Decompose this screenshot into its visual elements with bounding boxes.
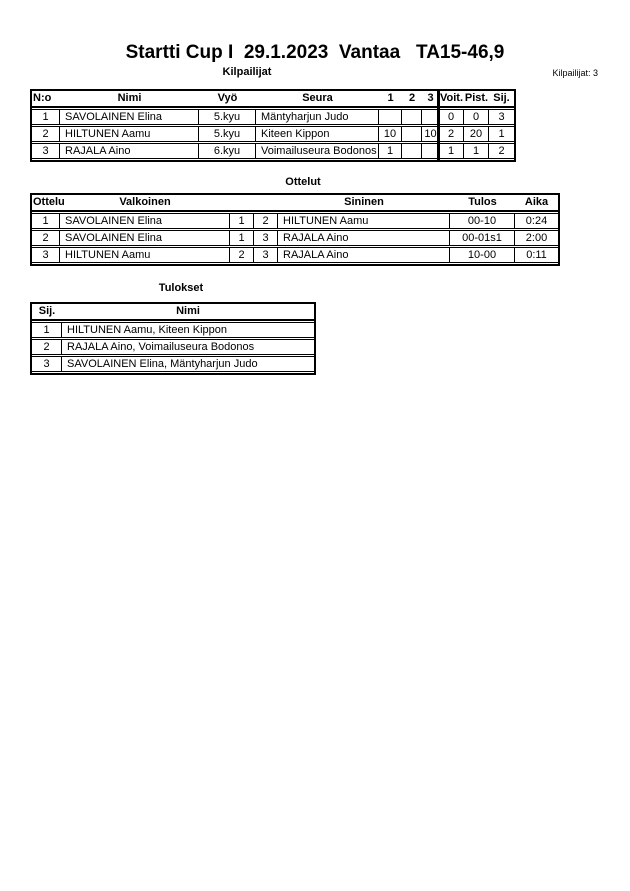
table-cell: RAJALA Aino	[60, 144, 199, 158]
column-header: Ottelu	[33, 196, 65, 208]
column-header: Aika	[524, 196, 549, 208]
table-cell: RAJALA Aino	[278, 248, 450, 262]
column-header	[230, 195, 254, 210]
column-header: Nimi	[117, 92, 142, 104]
table-cell: 2	[32, 231, 60, 245]
table-cell: SAVOLAINEN Elina	[60, 110, 199, 124]
column-header: Seura	[302, 92, 333, 104]
column-header: 3	[427, 92, 434, 104]
table-cell: 2	[32, 340, 62, 354]
table-cell: 2	[254, 214, 278, 228]
column-header: 2	[408, 92, 416, 104]
page-title: Startti Cup I 29.1.2023 Vantaa TA15-46,9	[125, 42, 505, 63]
column-header	[254, 195, 278, 210]
ottelut-table	[30, 193, 560, 266]
table-header-row	[32, 91, 514, 108]
table-cell	[402, 144, 422, 158]
table-cell: HILTUNEN Aamu	[60, 127, 199, 141]
table-cell: 2	[230, 248, 254, 262]
column-header: 1	[387, 92, 394, 104]
table-cell: HILTUNEN Aamu	[60, 248, 230, 262]
kilpailijat-table	[30, 89, 516, 162]
table-cell: SAVOLAINEN Elina	[60, 214, 230, 228]
table-cell: 2	[32, 127, 60, 141]
table-cell: 10	[424, 128, 437, 140]
table-cell: 10	[379, 127, 402, 141]
table-cell: 1	[230, 231, 254, 245]
table-cell: 6.kyu	[199, 144, 256, 158]
column-header: Sij.	[493, 92, 510, 104]
table-cell: 1	[379, 144, 402, 158]
table-cell	[402, 127, 422, 141]
section-title-ottelut: Ottelut	[285, 176, 321, 188]
column-header: Voit.	[439, 92, 463, 104]
table-cell: Voimailuseura Bodonos	[256, 144, 379, 158]
table-cell: 1	[32, 323, 62, 337]
table-cell: 0:11	[526, 249, 547, 261]
column-header: Pist.	[464, 92, 489, 104]
table-cell	[422, 144, 439, 158]
table-header-row	[32, 304, 314, 321]
column-header: Valkoinen	[119, 196, 171, 208]
table-cell	[379, 110, 402, 124]
table-row	[32, 247, 558, 263]
table-cell: 2	[498, 145, 505, 157]
column-header: Tulos	[468, 196, 497, 208]
tulokset-table	[30, 302, 316, 375]
table-cell: 3	[254, 248, 278, 262]
table-header-row	[32, 195, 558, 212]
table-cell: 5.kyu	[199, 110, 256, 124]
table-cell: 10-00	[450, 248, 515, 262]
table-body	[32, 212, 558, 264]
table-cell: 1	[32, 110, 60, 124]
table-row	[32, 126, 514, 142]
table-body	[32, 108, 514, 160]
table-row	[32, 213, 558, 229]
table-cell: 3	[32, 357, 62, 371]
table-cell: 00-01s1	[450, 231, 515, 245]
table-row	[32, 339, 314, 355]
table-row	[32, 143, 514, 159]
table-cell: RAJALA Aino	[278, 231, 450, 245]
table-cell: RAJALA Aino, Voimailuseura Bodonos	[67, 341, 255, 353]
table-cell: 0	[439, 110, 464, 124]
table-cell: 1	[230, 214, 254, 228]
table-cell: 0:24	[525, 215, 548, 227]
column-header: Vyö	[217, 92, 238, 104]
section-title-tulokset: Tulokset	[158, 282, 204, 294]
table-cell: 1	[464, 144, 489, 158]
table-cell: 00-10	[450, 214, 515, 228]
table-cell: SAVOLAINEN Elina, Mäntyharjun Judo	[67, 358, 258, 370]
table-cell: Kiteen Kippon	[256, 127, 379, 141]
table-row	[32, 322, 314, 338]
table-cell: 2	[439, 127, 464, 141]
table-cell: 1	[498, 128, 505, 140]
table-cell: HILTUNEN Aamu, Kiteen Kippon	[67, 324, 227, 336]
table-cell	[402, 110, 422, 124]
competitors-count: Kilpailijat: 3	[552, 68, 598, 78]
section-title-kilpailijat: Kilpailijat	[222, 66, 272, 78]
table-cell	[422, 110, 439, 124]
table-cell: SAVOLAINEN Elina	[60, 231, 230, 245]
table-cell: 2:00	[525, 232, 548, 244]
table-row	[32, 230, 558, 246]
table-cell: 0	[464, 110, 489, 124]
table-cell: 1	[439, 144, 464, 158]
table-row	[32, 356, 314, 372]
table-cell: HILTUNEN Aamu	[278, 214, 450, 228]
column-header: Nimi	[176, 305, 200, 317]
table-cell: 1	[32, 214, 60, 228]
table-cell: Mäntyharjun Judo	[256, 110, 379, 124]
table-cell: 20	[464, 127, 489, 141]
table-cell: 3	[254, 231, 278, 245]
table-cell: 3	[32, 144, 60, 158]
column-header: Sij.	[38, 305, 56, 317]
column-header: N:o	[33, 92, 52, 104]
table-row	[32, 109, 514, 125]
column-header: Sininen	[344, 196, 384, 208]
table-body	[32, 321, 314, 373]
table-cell: 3	[32, 248, 60, 262]
table-cell: 5.kyu	[199, 127, 256, 141]
table-cell: 3	[498, 111, 505, 123]
